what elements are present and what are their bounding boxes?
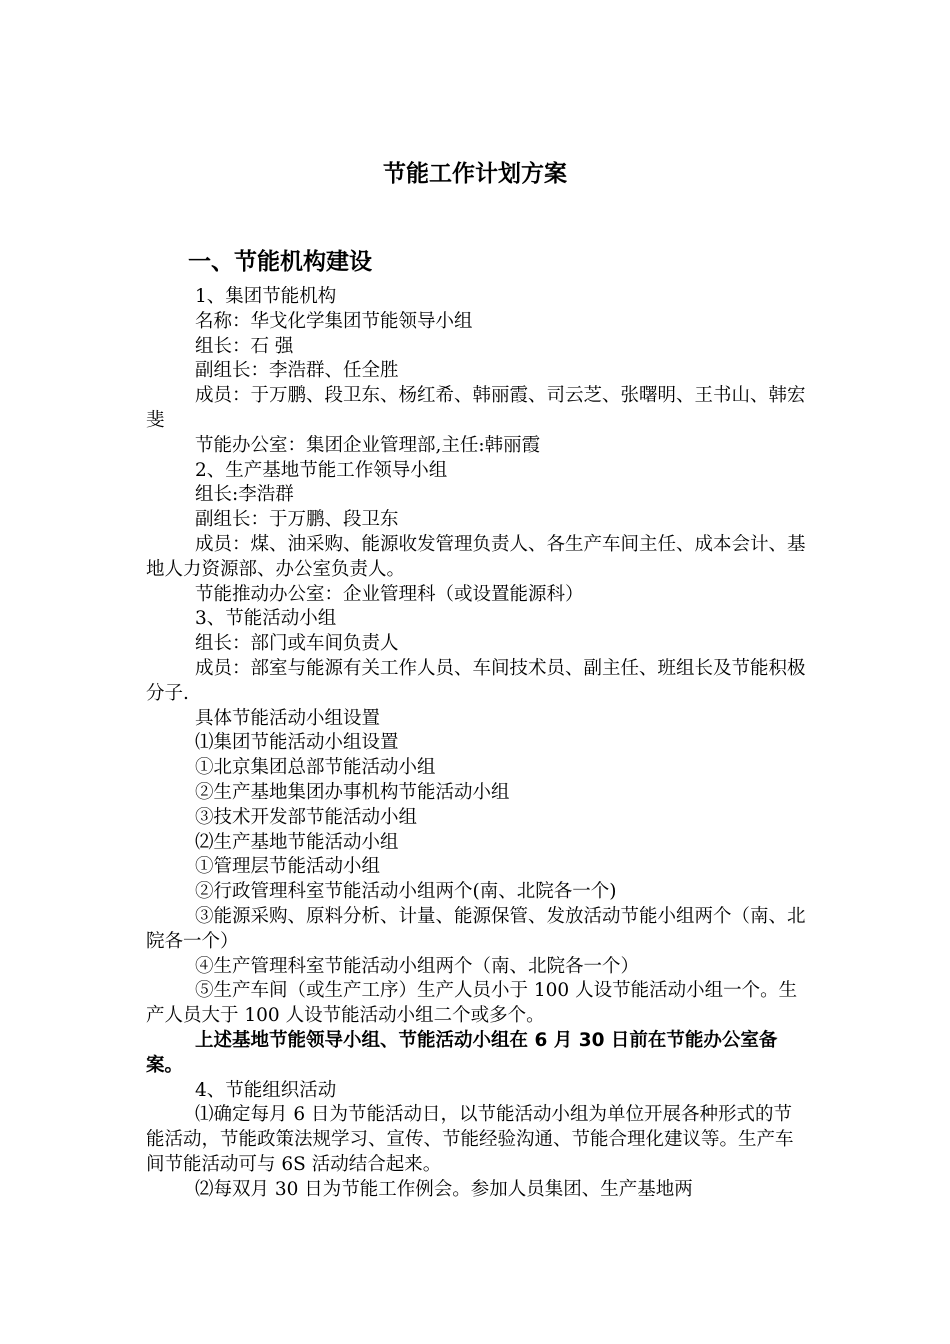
paragraph: 3、节能活动小组 — [195, 608, 337, 630]
paragraph: 副组长：李浩群、任全胜 — [195, 360, 399, 382]
paragraph: ②生产基地集团办事机构节能活动小组 — [195, 781, 510, 803]
paragraph: 1、集团节能机构 — [195, 286, 337, 307]
paragraph: 节能推动办公室：企业管理科（或设置能源科） — [195, 583, 584, 605]
paragraph: ②行政管理科室节能活动小组两个(南、北院各一个) — [195, 881, 617, 903]
paragraph: 名称：华戈化学集团节能领导小组 — [195, 310, 473, 332]
paragraph: 具体节能活动小组设置 — [195, 707, 381, 729]
paragraph: ⑵生产基地节能活动小组 — [195, 831, 399, 853]
paragraph: 成员：部室与能源有关工作人员、车间技术员、副主任、班组长及节能积极分子. — [146, 657, 806, 704]
paragraph: ⑴确定每月 6 日为节能活动日，以节能活动小组为单位开展各种形式的节能活动，节能政策法规学习、宣传、节能经验沟通、节能合理化建议等。生产车间节能活动可与 6S 活动结合起来。 — [146, 1104, 794, 1175]
paragraph: 副组长：于万鹏、段卫东 — [195, 509, 399, 531]
paragraph: 4、节能组织活动 — [195, 1079, 337, 1101]
paragraph: ①管理层节能活动小组 — [195, 856, 381, 878]
paragraph: 组长：石 强 — [195, 335, 294, 357]
paragraph: ⑤生产车间（或生产工序）生产人员小于 100 人设节能活动小组一个。生产人员大于 100 人设节能活动小组二个或多个。 — [146, 980, 798, 1027]
paragraph: 成员：煤、油采购、能源收发管理负责人、各生产车间主任、成本会计、基地人力资源部、办公室负责人。 — [146, 533, 806, 580]
paragraph: ①北京集团总部节能活动小组 — [195, 757, 436, 779]
document-title: 节能工作计划方案 — [383, 161, 567, 187]
paragraph: ③技术开发部节能活动小组 — [195, 806, 418, 828]
paragraph: 节能办公室：集团企业管理部,主任:韩丽霞 — [195, 434, 541, 456]
emphasis-paragraph: 上述基地节能领导小组、节能活动小组在 6 月 30 日前在节能办公室备案。 — [146, 1029, 778, 1076]
paragraph: 2、生产基地节能工作领导小组 — [195, 459, 448, 481]
paragraph: 组长:李浩群 — [195, 484, 294, 506]
section-heading: 一、节能机构建设 — [188, 249, 372, 275]
paragraph: 组长：部门或车间负责人 — [195, 633, 399, 655]
paragraph: ⑵每双月 30 日为节能工作例会。参加人员集团、生产基地两 — [195, 1178, 693, 1200]
paragraph: ③能源采购、原料分析、计量、能源保管、发放活动节能小组两个（南、北院各一个） — [146, 905, 806, 952]
paragraph: ④生产管理科室节能活动小组两个（南、北院各一个） — [195, 955, 640, 977]
document-body — [146, 285, 806, 1202]
paragraph: ⑴集团节能活动小组设置 — [195, 732, 399, 754]
paragraph: 成员：于万鹏、段卫东、杨红希、韩丽霞、司云芝、张曙明、王书山、韩宏斐 — [146, 385, 806, 431]
